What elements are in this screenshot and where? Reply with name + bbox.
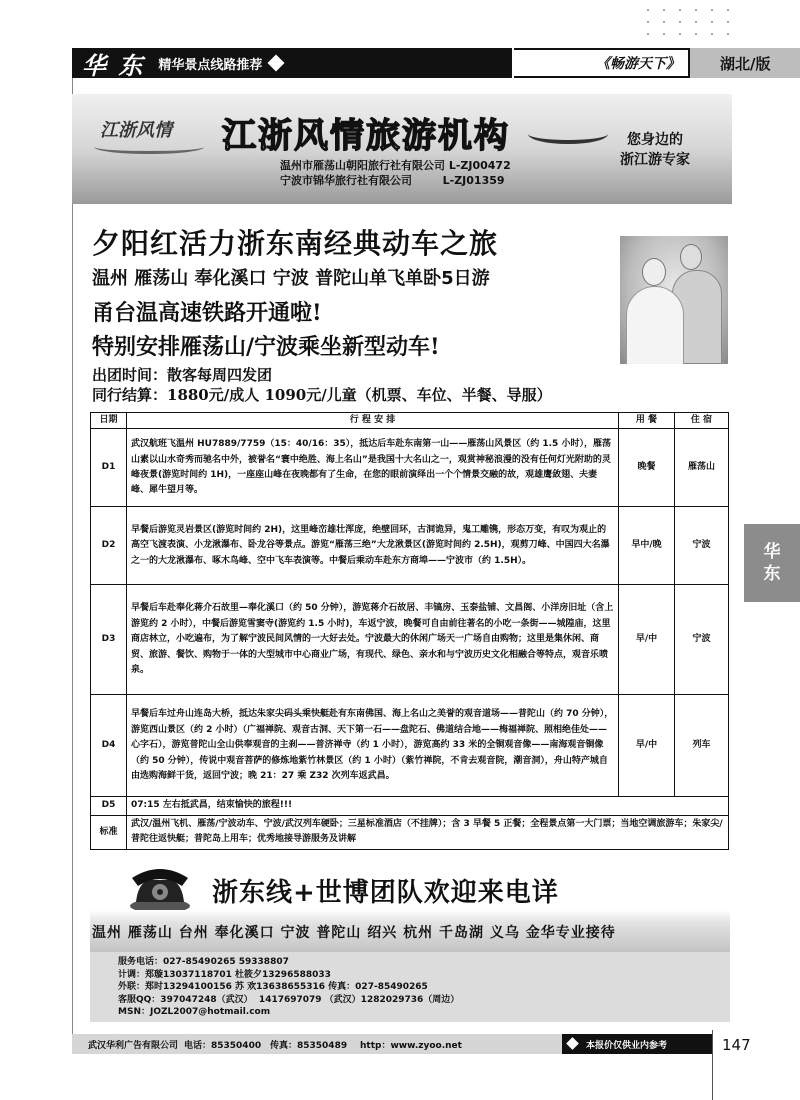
- footer-fax: 传真：85350489: [270, 1040, 348, 1051]
- diamond-icon: [268, 55, 285, 72]
- standard-row: [91, 815, 729, 849]
- meal-cell: 早/中: [619, 695, 675, 797]
- meal-cell: 晚餐: [619, 429, 675, 507]
- column-header: 用 餐: [619, 413, 675, 429]
- day-cell: D2: [91, 507, 127, 585]
- page-footer: [72, 1034, 712, 1054]
- footer-url: http：www.zyoo.net: [360, 1040, 462, 1051]
- contact-line: 客服QQ：397047248（武汉） 1417697079 （武汉）1282029736（周边）: [118, 994, 460, 1005]
- column-header: 行 程 安 排: [127, 413, 619, 429]
- tour-title: 夕阳红活力浙东南经典动车之旅: [92, 227, 499, 260]
- lodging-cell: 宁波: [675, 507, 729, 585]
- city-list: 温州 雁荡山 台州 奉化溪口 宁波 普陀山 绍兴 杭州 千岛湖 义乌 金华专业接待: [92, 925, 616, 941]
- lodging-cell: 列车: [675, 695, 729, 797]
- column-header: 住 宿: [675, 413, 729, 429]
- tour-route: 温州 雁荡山 奉化溪口 宁波 普陀山单飞单卧5日游: [92, 268, 490, 289]
- itinerary-cell: 早餐后车赴奉化蒋介石故里—奉化溪口（约 50 分钟），游览蒋介石故居、丰镐房、玉泰盐铺、文昌阁、小洋房旧址（含上游览约 2 小时），中餐后游览雪窦寺(游览约 1.5 小时)，车返宁波，晚餐可自由前往著名的小吃一条街——城隍庙，这里商店林立，小吃遍布，为了解宁波民间风情的一大好去处。宁波最大的休闲广场天一广场自由购物；这里是集休闲、商贸、旅游、餐饮、购物于一体的大型城市中心商业广场，有现代、绿色、亲水和与宁波历史文化相融合等特点，观音乐喷泉。: [127, 585, 619, 695]
- slogan-line: 您身边的: [627, 132, 683, 148]
- org-title: 江浙风情旅游机构: [222, 116, 510, 156]
- contact-line: 服务电话：027-85490265 59338807: [118, 957, 289, 967]
- slogan-line: 浙江游专家: [620, 152, 690, 168]
- agency-line: 宁波市锦华旅行社有限公司 L-ZJ01359: [280, 174, 505, 187]
- header-column: 《畅游天下》: [596, 56, 680, 72]
- lodging-cell: 雁荡山: [675, 429, 729, 507]
- price-info: 同行结算：1880元/成人 1090元/儿童（机票、车位、半餐、导服）: [92, 386, 552, 404]
- itinerary-table: [90, 412, 729, 850]
- table-row: [91, 797, 729, 815]
- itinerary-cell: 早餐后车过舟山连岛大桥，抵达朱家尖码头乘快艇赴有东南佛国、海上名山之美誉的观音道场——普陀山（约 70 分钟），游览西山景区（约 2 小时）（广福禅院、观音古洞、天下第一石——盘陀石、佛道结合地——梅福禅院、照相绝佳处——心字石），游览普陀山全山供奉观音的主刹——普济禅寺（约 1 小时），游览高约 33 米的全铜观音像——南海观音铜像（约 50 分钟），传说中观音菩萨的修炼地紫竹林景区（约 1 小时）（紫竹禅院，不肯去观音院，潮音洞），舟山特产城自由选购海鲜干货，返回宁波；晚 21：27 乘 Z32 次列车返武昌。: [127, 695, 619, 797]
- footer-company: 武汉华利广告有限公司: [88, 1040, 179, 1051]
- contact-line: 外联：郑时13294100156 苏 欢13638655316 传真：027-85490265: [118, 982, 428, 993]
- departure-info: 出团时间：散客每周四发团: [92, 366, 273, 384]
- telephone-icon: [128, 862, 192, 914]
- meal-cell: 早/中: [619, 585, 675, 695]
- itinerary-cell: 武汉航班飞温州 HU7889/7759（15：40/16：35），抵达后车赴东南第一山——雁荡山风景区（约 1.5 小时），雁荡山素以山水奇秀而驰名中外，被誉名“寰中绝胜、海上名山”是我国十大名山之一，观赏神秘浪漫的没有任何灯光附助的灵峰夜景(游览时间约 1H)，一座座山峰在夜晚都有了生命，在您的眼前演绎出一个个情景交融的故，观雄鹰敛翅、夫妻峰、犀牛望月等。: [127, 429, 619, 507]
- contact-line: 计调：郑璇13037118701 杜筱夕13296588033: [118, 969, 331, 980]
- agency-banner: [72, 94, 732, 204]
- footer-phone: 电话：85350400: [184, 1040, 262, 1051]
- agency-line: 温州市雁荡山朝阳旅行社有限公司 L-ZJ00472: [280, 159, 511, 172]
- header-section: 精华景点线路推荐: [158, 57, 263, 73]
- page-number: 147: [722, 1036, 751, 1054]
- itinerary-cell: 07:15 左右抵武昌，结束愉快的旅程!!!: [127, 797, 729, 815]
- column-header: 日期: [91, 413, 127, 429]
- footer-divider: [712, 1030, 713, 1100]
- service-contacts: [118, 956, 459, 1019]
- day-cell: D1: [91, 429, 127, 507]
- itinerary-cell: 早餐后游览灵岩景区(游览时间约 2H)，这里峰峦雄壮浑庞，绝壁回环，古洞诡异，鬼工雕镌，形态万变，有叹为观止的高空飞渡表演、小龙湫瀑布、卧龙谷等景点。游览“雁荡三绝”大龙湫景区(游览时间约 2.5H)，观剪刀峰、中国四大名瀑之一的大龙湫瀑布、啄木鸟峰、空中飞车表演等。中餐后乘动车赴东方商埠——宁波市（约 1.5H）。: [127, 507, 619, 585]
- logo-swirl-icon: [94, 140, 204, 154]
- header-section-bar: [72, 48, 512, 78]
- frame-line: [72, 78, 73, 1038]
- table-row: [91, 585, 729, 695]
- region-tab-char: 东: [763, 564, 781, 584]
- lodging-cell: 宁波: [675, 585, 729, 695]
- table-row: [91, 507, 729, 585]
- header-brand: 华 东: [82, 50, 145, 80]
- rail-announcement: 甬台温高速铁路开通啦!: [92, 300, 322, 326]
- standard-text: 武汉/温州飞机、雁荡/宁波动车、宁波/武汉列车硬卧；三星标准酒店（不挂牌）；含 3 早餐 5 正餐；全程景点第一大门票；当地空调旅游车；朱家尖/普陀往返快艇；普陀岛上用车；优秀地接导游服务及讲解: [127, 815, 729, 849]
- region-tab-char: 华: [763, 542, 781, 562]
- special-arrangement: 特别安排雁荡山/宁波乘坐新型动车!: [92, 334, 440, 360]
- promo-headline: 浙东线+世博团队欢迎来电详: [212, 878, 559, 908]
- day-cell: D5: [91, 797, 127, 815]
- elderly-couple-photo: [620, 236, 728, 364]
- header-column-box: [514, 48, 690, 78]
- slogan: [620, 130, 690, 170]
- agency-logo: 江浙风情: [100, 120, 172, 141]
- header-edition: 湖北/版: [690, 48, 800, 78]
- title-swirl-icon: [528, 124, 608, 144]
- standard-label: 标准: [91, 815, 127, 849]
- region-tab: [744, 524, 800, 602]
- contact-line: MSN：JOZL2007@hotmail.com: [118, 1007, 271, 1018]
- day-cell: D3: [91, 585, 127, 695]
- table-row: [91, 695, 729, 797]
- page-header: [72, 48, 800, 78]
- meal-cell: 早中/晚: [619, 507, 675, 585]
- day-cell: D4: [91, 695, 127, 797]
- table-header-row: [91, 413, 729, 429]
- table-row: [91, 429, 729, 507]
- dot-pattern: [640, 4, 730, 44]
- agency-list: [280, 158, 511, 188]
- footer-note: 本报价仅供业内参考: [562, 1034, 712, 1054]
